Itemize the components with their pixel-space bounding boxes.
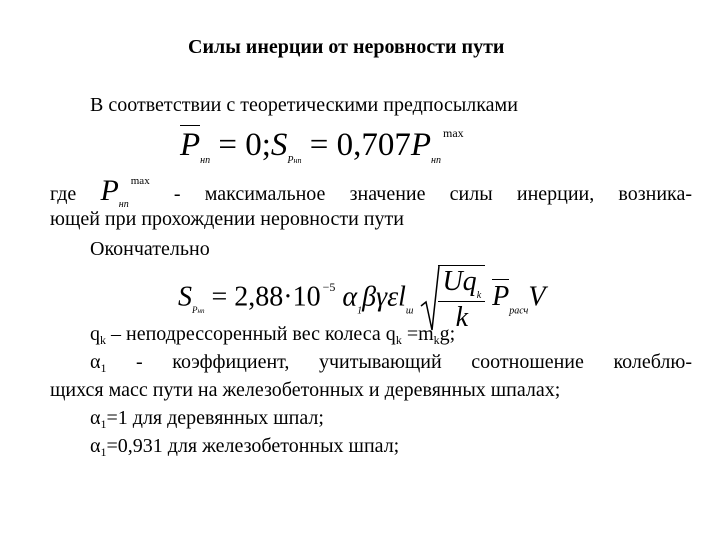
def-alpha-wood: $\alpha_1=1$ для деревянных шпал; <box>90 407 324 431</box>
formula-final: $S_{Pнп} = 2,88\cdot 10$ $^{-5}$ $\alpha_1\beta\gamma\varepsilon l_ш$ $\frac{Uq_k}{k}$ $P_{расч}V$ <box>178 265 546 333</box>
def-alpha-1-cont: щихся масс пути на железобетонных и деревянных шпалах; <box>50 379 561 401</box>
intro-text: В соответствии с теоретическими предпосылками <box>90 94 518 116</box>
sqrt-expression: $\frac{Uq_k}{k}$ <box>420 264 485 334</box>
final-label: Окончательно <box>90 238 210 260</box>
where-continuation: ющей при прохождении неровности пути <box>50 208 404 230</box>
where-line: где $P_{нп}^{max}$ - максимальное значение силы инерции, возника- <box>50 174 693 210</box>
def-qk: $q_k$ – неподрессоренный вес колеса $q_k =m_kg$; <box>90 323 456 347</box>
p-max-symbol: $P_{нп}^{max}$ <box>100 174 150 210</box>
def-alpha-concrete: $\alpha_1=0,931$ для железобетонных шпал; <box>90 435 400 459</box>
def-alpha-1: $\alpha_1$ - коэффициент, учитывающий соотношение колеблю- <box>90 351 692 375</box>
formula-inertia-zero: $P_{нп}$ = $0;S_{Pнп} = 0,707P_{нп}^{max}$ <box>180 126 464 166</box>
p-np-mean: P <box>180 127 201 163</box>
page-title: Силы инерции от неровности пути <box>188 36 505 58</box>
